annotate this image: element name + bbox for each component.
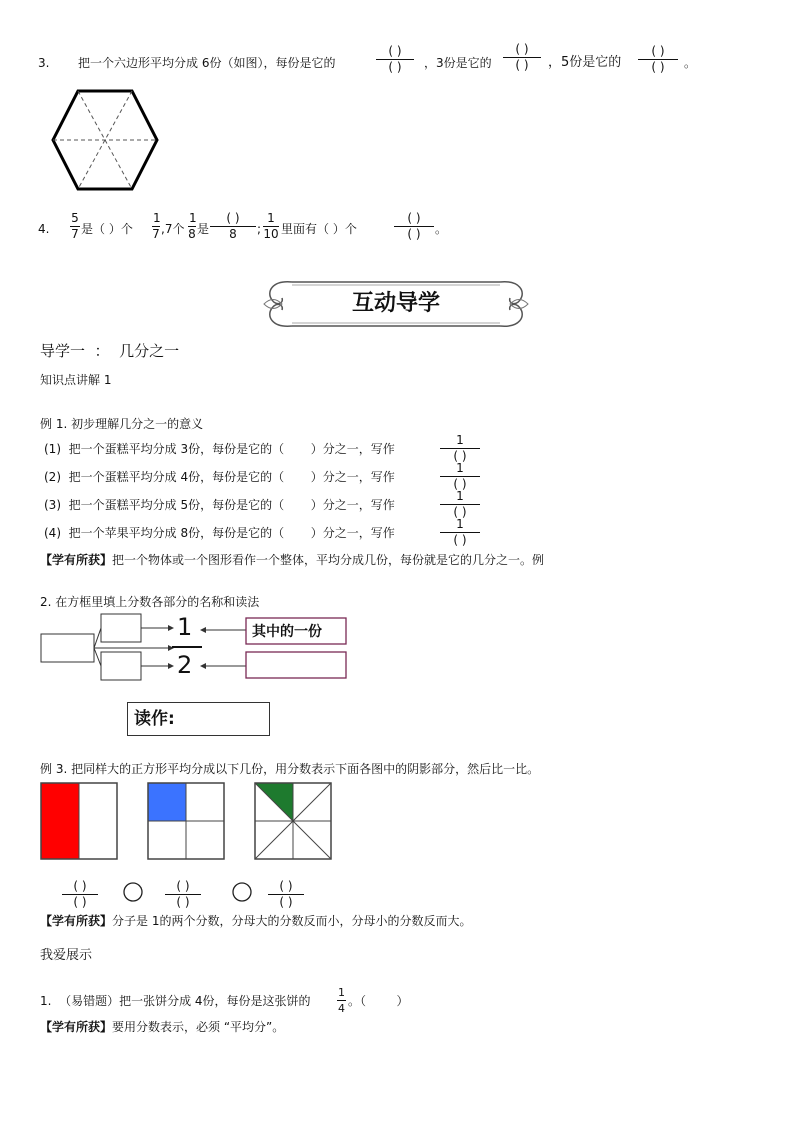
q4-text-3: 是 <box>197 222 210 236</box>
q4-fraction-1-7: 1 7 <box>152 211 161 241</box>
ex3-fraction-3: ( ) ( ) <box>268 880 304 909</box>
square-halves <box>41 783 117 859</box>
gain-text: 分子是 1的两个分数，分母大的分数反而小，分母小的分数反而大。 <box>112 914 472 928</box>
ex3-gain <box>40 914 471 928</box>
q3-number: 3. <box>38 56 50 70</box>
q4-text-4: 里面有（ ）个 <box>281 222 357 236</box>
q3-text-2: ，3份是它的 <box>424 56 492 70</box>
q4-fraction-1-8: 1 8 <box>188 211 197 241</box>
ex1-item-1: (1) 把一个蛋糕平均分成 3份，每份是它的（ ）分之一，写作 <box>44 442 395 456</box>
ex3-fraction-2: ( ) ( ) <box>165 880 201 909</box>
q3-fraction-3: ( ) ( ) <box>638 45 678 74</box>
compare-circle-2[interactable] <box>231 881 253 903</box>
read-box[interactable] <box>127 702 270 736</box>
section-banner <box>262 274 530 334</box>
square-eighths <box>255 783 331 859</box>
label-box-bottom <box>246 652 346 678</box>
diagram-denominator: 2 <box>177 651 193 679</box>
ex2-title: 2. 在方框里填上分数各部分的名称和读法 <box>40 595 260 609</box>
q4-fraction-1-10: 1 10 <box>263 211 279 241</box>
section-heading: 导学一 ： 几分之一 <box>40 342 180 360</box>
q3-text: 把一个六边形平均分成 6份（如图），每份是它的 <box>78 56 336 70</box>
name-box-bottom <box>101 652 141 680</box>
show-q1-text: 1. （易错题）把一张饼分成 4份，每份是这张饼的 <box>40 994 311 1008</box>
hexagon-figure <box>50 88 160 192</box>
show-gain <box>40 1020 284 1034</box>
q3-fraction-2: ( ) ( ) <box>503 43 541 72</box>
q4-fraction-blank-8: ( ) 8 <box>210 212 256 241</box>
q3-end: 。 <box>684 56 697 70</box>
q4-fraction-5-7: 5 7 <box>71 211 79 241</box>
name-box-top <box>101 614 141 642</box>
q3-text-3: ，5份是它的 <box>548 55 622 70</box>
banner-title: 互动导学 <box>351 290 440 316</box>
ex1-fraction-2: 1 ( ) <box>440 462 480 491</box>
ex1-item-4: (4) 把一个苹果平均分成 8份，每份是它的（ ）分之一，写作 <box>44 526 395 540</box>
ex1-fraction-4: 1 ( ) <box>440 518 480 547</box>
section-subheading: 知识点讲解 1 <box>40 373 112 387</box>
gain-text: 把一个物体或一个图形看作一个整体，平均分成几份，每份就是它的几分之一。例 <box>112 553 545 567</box>
ex1-item-2: (2) 把一个蛋糕平均分成 4份，每份是它的（ ）分之一，写作 <box>44 470 395 484</box>
ex1-gain <box>40 553 544 567</box>
read-label: 读作: <box>134 709 175 729</box>
name-box-left <box>41 634 94 662</box>
gain-tag: 【学有所获】 <box>40 553 113 567</box>
gain-text: 要用分数表示，必须 “平均分”。 <box>112 1020 285 1034</box>
show-heading: 我爱展示 <box>40 948 93 963</box>
ex1-title: 例 1. 初步理解几分之一的意义 <box>40 417 204 431</box>
q3-fraction-1: ( ) ( ) <box>376 45 414 74</box>
q4-number: 4. <box>38 222 50 236</box>
compare-circle-1[interactable] <box>122 881 144 903</box>
q4-text-1: 是（ ）个 <box>81 222 133 236</box>
ex1-fraction-3: 1 ( ) <box>440 490 480 519</box>
part-label: 其中的一份 <box>252 624 322 640</box>
ex1-fraction-1: 1 ( ) <box>440 434 480 463</box>
square-quarters <box>148 783 224 859</box>
q4-fraction-blank: ( ) ( ) <box>394 212 434 241</box>
diagram-numerator: 1 <box>177 613 193 641</box>
ex3-title: 例 3. 把同样大的正方形平均分成以下几份，用分数表示下面各图中的阴影部分，然后比一比。 <box>40 762 540 776</box>
fraction-parts-diagram <box>38 610 358 684</box>
ex3-fraction-1: ( ) ( ) <box>62 880 98 909</box>
q4-end: 。 <box>435 222 448 236</box>
ex1-item-3: (3) 把一个蛋糕平均分成 5份，每份是它的（ ）分之一，写作 <box>44 498 395 512</box>
gain-tag: 【学有所获】 <box>40 1020 113 1034</box>
q4-text-2: ,7个 <box>161 222 185 236</box>
show-q1-end: 。（ ） <box>348 994 409 1008</box>
squares-figures <box>38 780 338 862</box>
show-q1-fraction: 1 4 <box>338 986 345 1015</box>
q4-separator: ; <box>257 222 262 236</box>
gain-tag: 【学有所获】 <box>40 914 113 928</box>
